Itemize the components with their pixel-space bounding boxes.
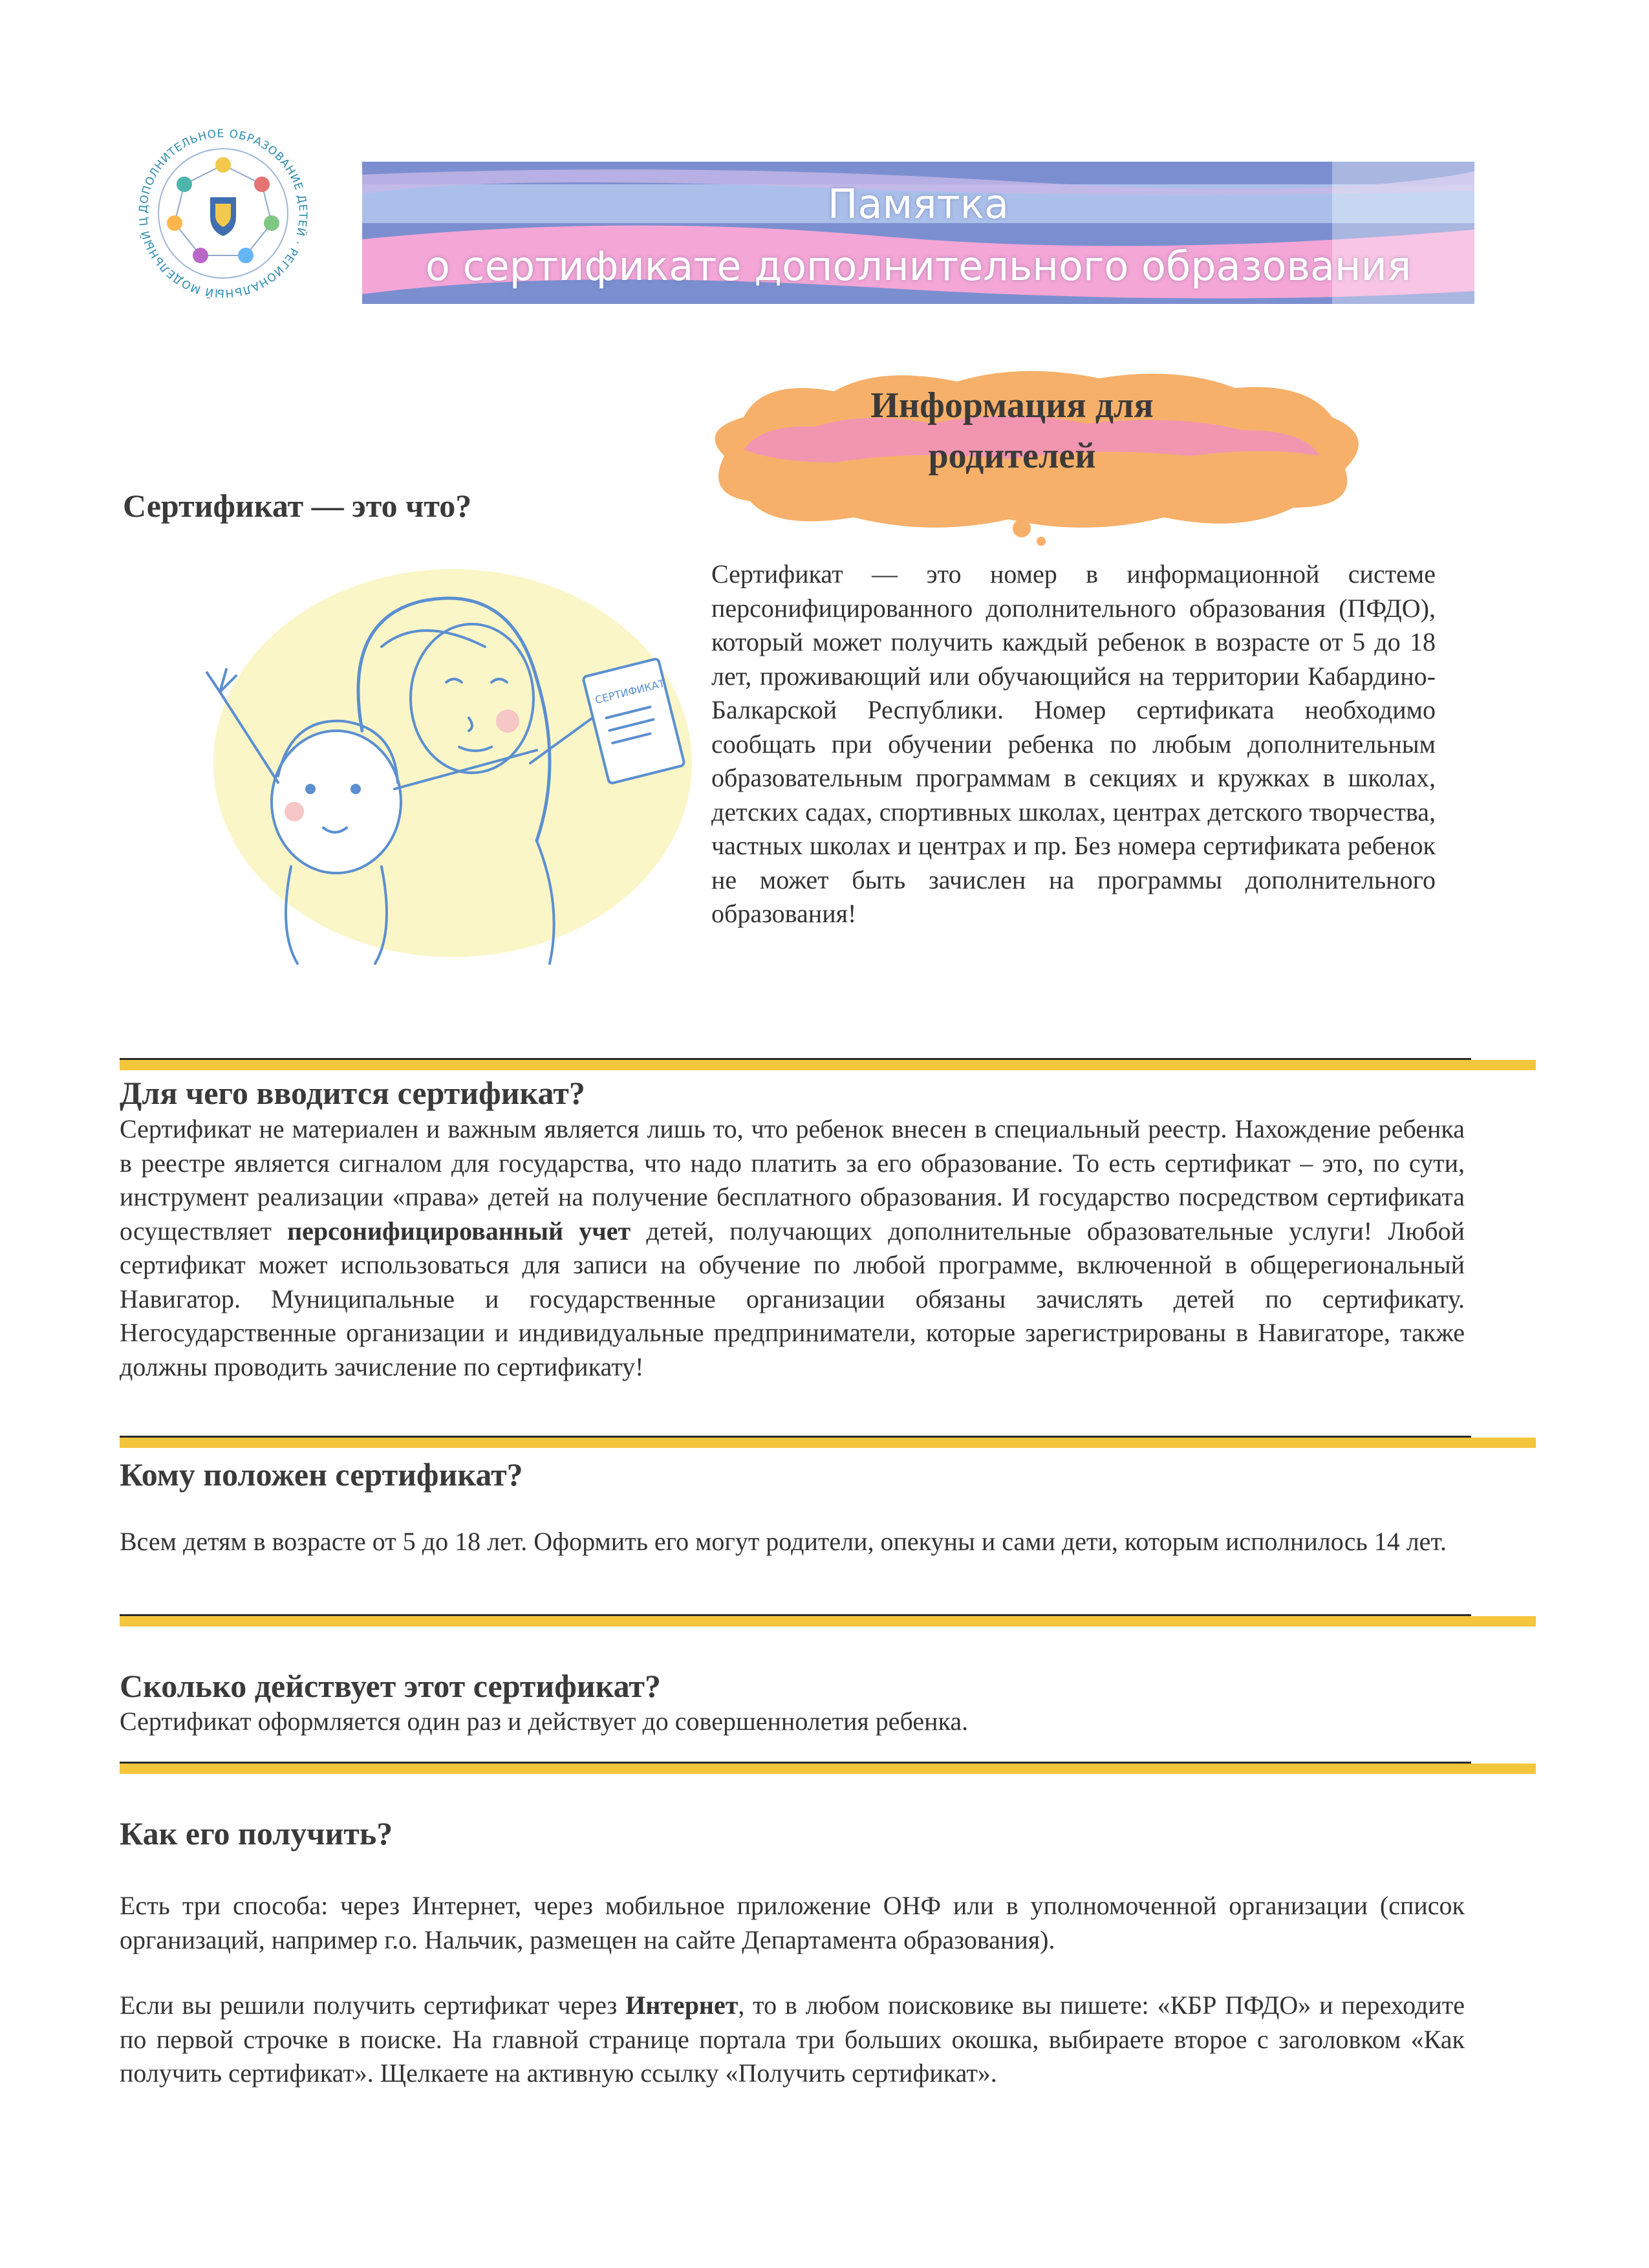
title-line-1: Памятка <box>827 180 1009 228</box>
section-divider <box>120 1056 1536 1072</box>
cloud-line-1: Информация для <box>870 385 1154 426</box>
section-divider <box>120 1612 1536 1628</box>
section-text-what: Сертификат — это номер в информационной системе персонифицированного дополнительного образования (ПФДО), который может получить каждый ребенок в возрасте от 5 до 18 лет, проживающий или обучающийся на территории Кабардино-Балкарской Республики. Номер сертификата необходимо сообщать при обучении ребенка по любым дополнительным образовательным программам в секциях и кружках в школах, детских садах, спортивных школах, центрах детского творчества, частных школах и центрах и пр. Без номера сертификата ребенок не может быть зачислен на программы дополнительного образования! <box>711 559 1436 928</box>
section-text-why <box>120 1112 1465 1384</box>
why-text-part1: Сертификат не материален и важным является лишь то, что ребенок внесен в специальный реестр. Нахождение ребенка в реестре является сигналом для государства, что надо платить за его образование. То есть сертификат – это, по сути, инструмент реализации «права» детей на получение бесплатного образования. И государство посредством сертификата осуществляет <box>120 1114 1465 1246</box>
section-divider <box>120 1434 1536 1449</box>
section-text-who: Всем детям в возрасте от 5 до 18 лет. Оформить его могут родители, опекуны и сами дети, которым исполнилось 14 лет. <box>120 1527 1447 1556</box>
section-heading-what: Сертификат — это что? <box>123 488 472 524</box>
document-title <box>362 173 1474 297</box>
how-text-emphasis: Интернет <box>625 1991 738 2020</box>
logo-text: ДОПОЛНИТЕЛЬНОЕ ОБРАЗОВАНИЕ ДЕТЕЙ · РЕГИОНАЛЬНЫЙ МОДЕЛЬНЫЙ Ц <box>136 127 310 300</box>
certificate-card-label: СЕРТИФИКАТ <box>594 676 666 707</box>
section-divider <box>120 1760 1536 1775</box>
section-text-how-2 <box>120 1989 1465 2091</box>
section-heading-how: Как его получить? <box>120 1815 393 1852</box>
section-text-how-1: Есть три способа: через Интернет, через мобильное приложение ОНФ или в уполномоченной организации (список организаций, например г.о. Нальчик, размещен на сайте Департамента образования). <box>120 1891 1465 1954</box>
mother-child-illustration <box>149 569 731 970</box>
cloud-line-2: родителей <box>928 436 1096 476</box>
regional-center-logo <box>129 120 317 307</box>
section-heading-duration: Сколько действует этот сертификат? <box>120 1668 661 1704</box>
why-text-part2: детей, получающих дополнительные образовательные услуги! Любой сертификат может использоваться для записи на обучение по любой программе, включенной в общерегиональный Навигатор. Муниципальные и государственные организации обязаны зачислять детей по сертификату. Негосударственные организации и индивидуальные предприниматели, которые зарегистрированы в Навигаторе, также должны проводить зачисление по сертификату! <box>120 1216 1465 1381</box>
why-text-emphasis: персонифицированный учет <box>287 1216 631 1246</box>
how-text-part1: Если вы решили получить сертификат через <box>120 1991 626 2020</box>
section-heading-who: Кому положен сертификат? <box>120 1456 523 1493</box>
section-heading-why: Для чего вводится сертификат? <box>120 1075 585 1111</box>
title-line-2: о сертификате дополнительного образования <box>425 243 1412 290</box>
info-cloud-text <box>789 380 1235 481</box>
section-text-duration: Сертификат оформляется один раз и действует до совершеннолетия ребенка. <box>120 1707 969 1736</box>
how-text-part2: , то в любом поисковике вы пишете: «КБР ПФДО» и переходите по первой строчке в поиске. На главной странице портала три больших окошка, выбираете второе с заголовком «Как получить сертификат». Щелкаете на активную ссылку «Получить сертификат». <box>120 1991 1465 2088</box>
